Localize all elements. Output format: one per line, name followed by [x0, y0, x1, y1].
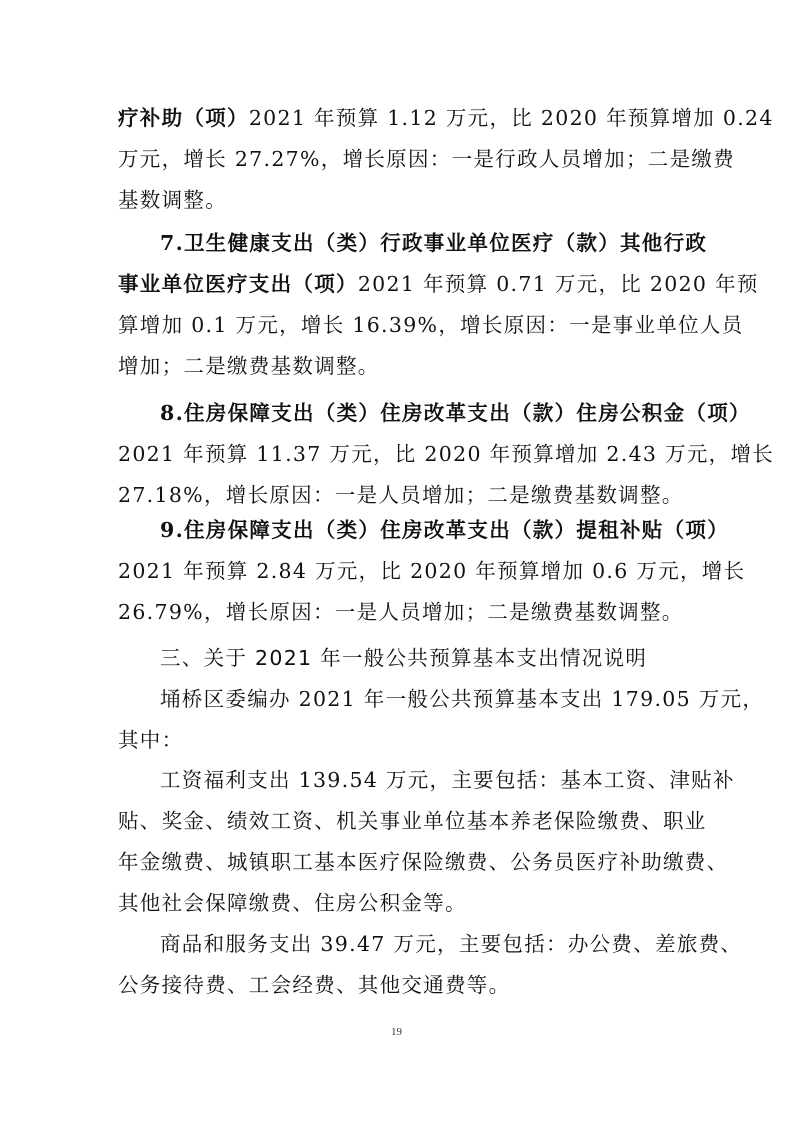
- section-heading-text: 三、关于 2021 年一般公共预算基本支出情况说明: [160, 646, 648, 670]
- body-text: 万元，增长 27.27%，增长原因：一是行政人员增加；二是缴费: [118, 147, 735, 171]
- body-text: 2021 年预算 0.71 万元，比 2020 年预: [357, 272, 759, 296]
- section-heading-9: [160, 515, 729, 545]
- paragraph-line: [118, 144, 735, 174]
- paragraph-line: [118, 439, 775, 469]
- body-text: 公务接待费、工会经费、其他交通费等。: [118, 973, 511, 997]
- page-number: 19: [391, 1026, 402, 1038]
- body-text: 26.79%，增长原因：一是人员增加；二是缴费基数调整。: [118, 600, 684, 624]
- bold-heading-text: 9.住房保障支出（类）住房改革支出（款）提租补贴（项）: [160, 518, 729, 542]
- paragraph-line: [118, 597, 684, 627]
- section-heading-7: [160, 228, 708, 258]
- body-text: 商品和服务支出 39.47 万元，主要包括：办公费、差旅费、: [160, 932, 743, 956]
- body-text: 2021 年预算 11.37 万元，比 2020 年预算增加 2.43 万元，增长: [118, 442, 775, 466]
- paragraph-line: [118, 725, 183, 755]
- body-text: 增加；二是缴费基数调整。: [118, 354, 380, 378]
- paragraph-line: [118, 847, 729, 877]
- section-heading-8: [160, 398, 751, 428]
- paragraph-line: [118, 480, 684, 510]
- bold-heading-text: 7.卫生健康支出（类）行政事业单位医疗（款）其他行政: [160, 231, 708, 255]
- body-text: 年金缴费、城镇职工基本医疗保险缴费、公务员医疗补助缴费、: [118, 850, 729, 874]
- paragraph-line: [118, 269, 759, 299]
- bold-heading-text: 8.住房保障支出（类）住房改革支出（款）住房公积金（项）: [160, 401, 751, 425]
- body-text: 其他社会保障缴费、住房公积金等。: [118, 891, 467, 915]
- paragraph-line: [118, 888, 467, 918]
- paragraph-line: [160, 684, 765, 714]
- body-text: 埇桥区委编办 2021 年一般公共预算基本支出 179.05 万元，: [160, 687, 765, 711]
- paragraph-line: [118, 556, 746, 586]
- paragraph-line: [118, 806, 707, 836]
- body-text: 27.18%，增长原因：一是人员增加；二是缴费基数调整。: [118, 483, 684, 507]
- body-text: 工资福利支出 139.54 万元，主要包括：基本工资、津贴补: [160, 768, 735, 792]
- paragraph-line: [118, 103, 774, 133]
- paragraph-line: [118, 310, 744, 340]
- body-text: 2021 年预算 2.84 万元，比 2020 年预算增加 0.6 万元，增长: [118, 559, 746, 583]
- section-heading-three: [160, 643, 647, 673]
- paragraph-line: [118, 970, 510, 1000]
- paragraph-line: [160, 929, 743, 959]
- paragraph-line: [160, 765, 735, 795]
- bold-heading-text: 疗补助（项）: [118, 106, 249, 130]
- body-text: 算增加 0.1 万元，增长 16.39%，增长原因：一是事业单位人员: [118, 313, 744, 337]
- body-text: 基数调整。: [118, 188, 227, 212]
- paragraph-line: [118, 351, 380, 381]
- body-text: 2021 年预算 1.12 万元，比 2020 年预算增加 0.24: [248, 106, 774, 130]
- body-text: 贴、奖金、绩效工资、机关事业单位基本养老保险缴费、职业: [118, 809, 707, 833]
- body-text: 其中：: [118, 728, 184, 752]
- bold-heading-text: 事业单位医疗支出（项）: [118, 272, 358, 296]
- paragraph-line: [118, 185, 227, 215]
